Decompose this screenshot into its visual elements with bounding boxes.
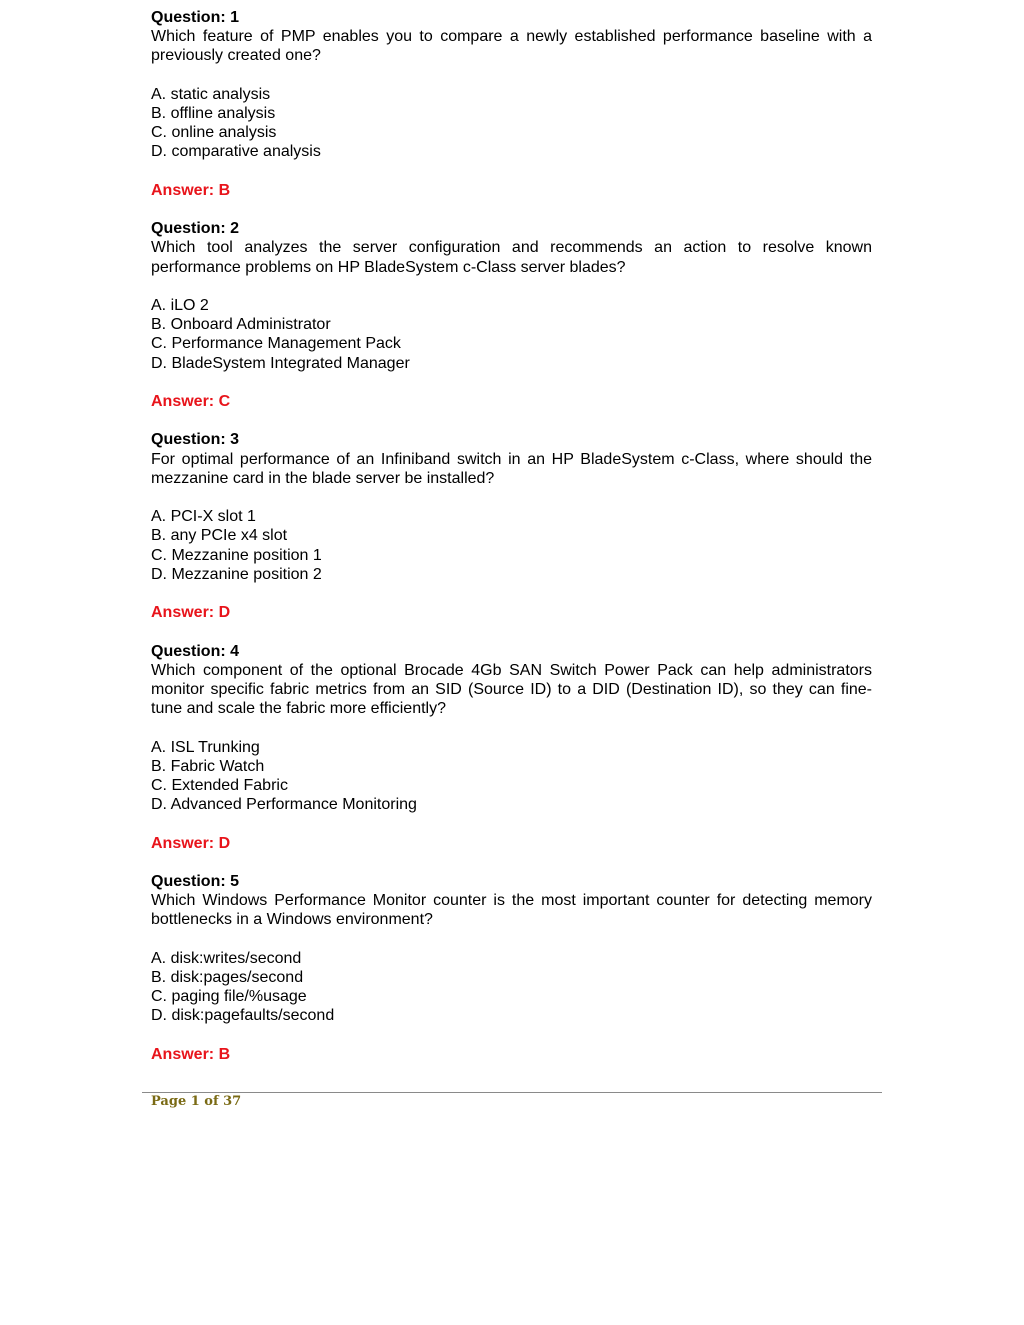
footer-divider [142,1092,882,1093]
question-title: Question: 2 [151,220,240,238]
option-list [151,949,872,1026]
option-a: A. PCI-X slot 1 [151,508,256,526]
answer-label: Answer: C [151,392,231,410]
option-d: D. comparative analysis [151,143,321,161]
question-block-3 [151,430,872,622]
question-title: Question: 1 [151,9,240,26]
answer-label: Answer: B [151,1045,231,1063]
option-c: C. Performance Management Pack [151,335,401,353]
answer-label: Answer: D [151,834,231,852]
option-c: C. online analysis [151,124,277,142]
option-b: B. Fabric Watch [151,757,265,775]
option-a: A. static analysis [151,85,271,103]
question-text: Which feature of PMP enables you to compare a newly established performance baseline with a previously created one? [151,28,872,65]
option-b: B. offline analysis [151,105,276,122]
option-b: B. disk:pages/second [151,968,304,986]
question-block-1 [151,8,872,200]
question-block-2 [151,219,872,411]
option-a: A. iLO 2 [151,296,209,314]
question-block-4 [151,642,872,853]
question-text: Which component of the optional Brocade 4Gb SAN Switch Power Pack can help administrators monitor specific fabric metrics from an SID (Source ID) to a DID (Destination ID), so they can fine-tune and scale the fabric more efficiently? [151,661,872,718]
page-number: Page 1 of 37 [151,1094,242,1109]
question-text: For optimal performance of an Infiniband switch in an HP BladeSystem c-Class, where should the mezzanine card in the blade server be installed? [151,450,872,487]
option-a: A. ISL Trunking [151,738,260,756]
option-c: C. Extended Fabric [151,776,288,794]
option-list [151,507,872,584]
option-b: B. Onboard Administrator [151,316,331,334]
question-text: Which tool analyzes the server configuration and recommends an action to resolve known performance problems on HP BladeSystem c-Class server blades? [151,239,872,276]
option-a: A. disk:writes/second [151,949,302,967]
question-block-5 [151,872,872,1064]
option-c: C. paging file/%usage [151,988,307,1006]
option-list [151,296,872,373]
question-title: Question: 5 [151,872,240,890]
answer-label: Answer: D [151,604,231,622]
question-title: Question: 3 [151,431,240,449]
question-text: Which Windows Performance Monitor counter is the most important counter for detecting memory bottlenecks in a Windows environment? [151,892,872,929]
option-d: D. Advanced Performance Monitoring [151,796,417,814]
option-b: B. any PCIe x4 slot [151,527,288,545]
option-d: D. disk:pagefaults/second [151,1007,335,1025]
option-list [151,738,872,815]
option-c: C. Mezzanine position 1 [151,546,322,564]
option-list [151,85,872,162]
question-list [151,8,872,1083]
option-d: D. BladeSystem Integrated Manager [151,354,410,372]
option-d: D. Mezzanine position 2 [151,565,322,583]
answer-label: Answer: B [151,181,231,199]
question-title: Question: 4 [151,642,240,660]
